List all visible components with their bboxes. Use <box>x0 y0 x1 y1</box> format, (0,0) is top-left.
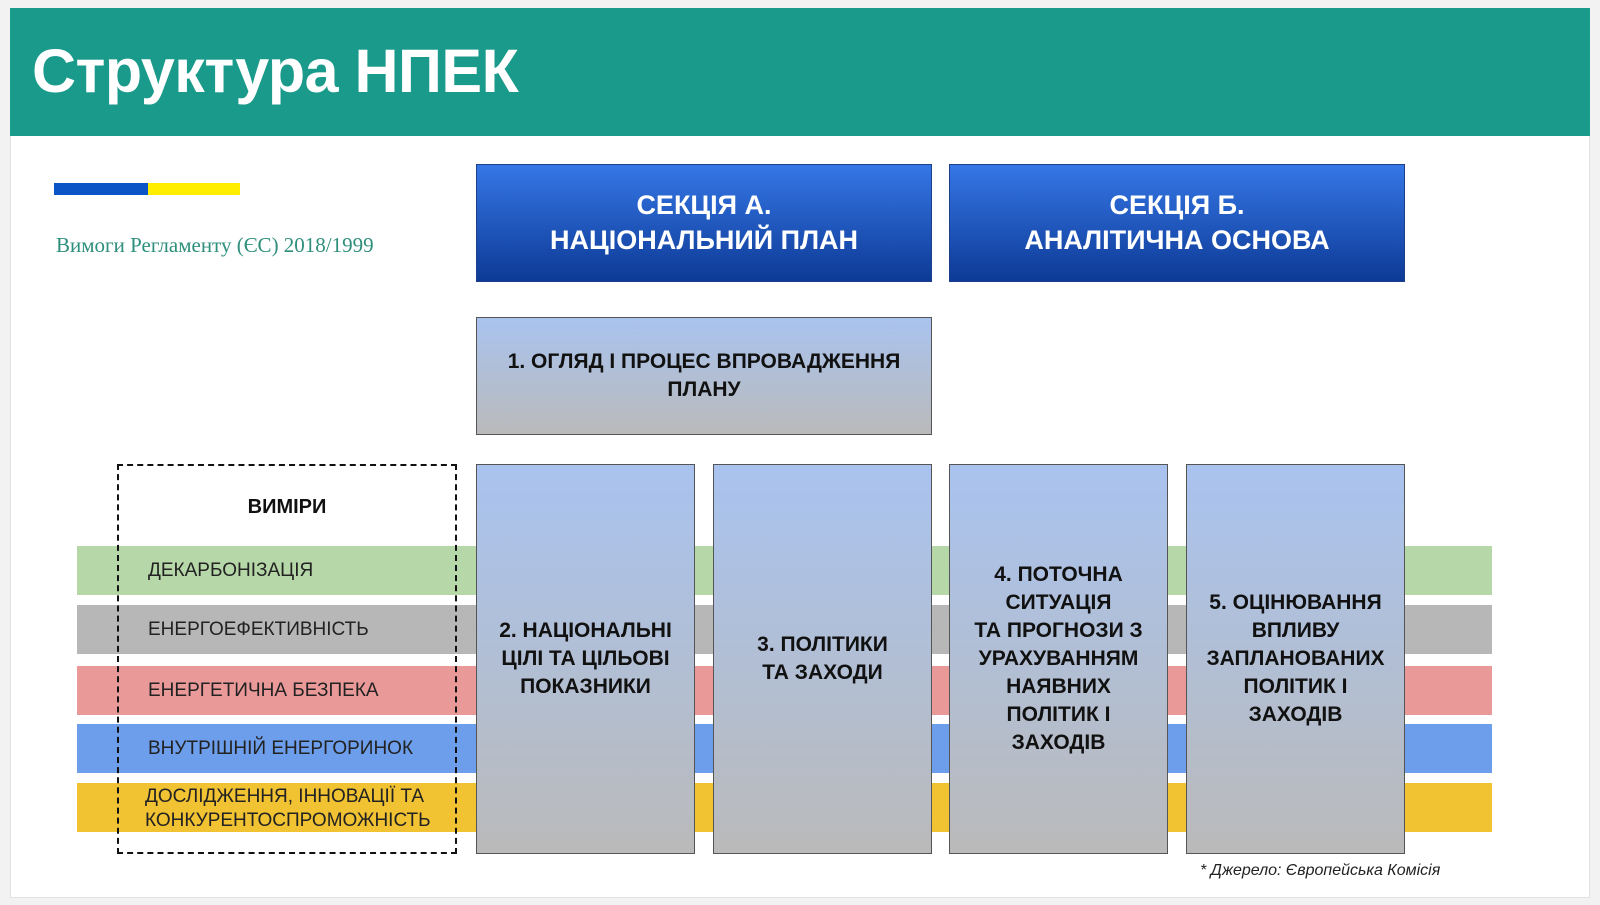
dimensions-title: ВИМІРИ <box>247 496 327 518</box>
block-4-line: УРАХУВАННЯМ <box>978 647 1139 670</box>
regulation-subtitle: Вимоги Регламенту (ЄС) 2018/1999 <box>56 233 374 257</box>
block-5-impact-assessment <box>1186 464 1405 854</box>
block-2-line: ЦІЛІ ТА ЦІЛЬОВІ <box>501 647 670 670</box>
block-4-line: ПОЛІТИК І <box>1006 703 1111 726</box>
block-1-line: ПЛАНУ <box>667 378 741 401</box>
page-title: Структура НПЕК <box>32 37 519 105</box>
dimension-label-energy-security: ЕНЕРГЕТИЧНА БЕЗПЕКА <box>148 680 379 701</box>
flag-yellow-stripe <box>148 183 240 195</box>
block-3-line: ТА ЗАХОДИ <box>762 661 883 684</box>
block-4-line: ЗАХОДІВ <box>1011 731 1106 754</box>
block-1-overview <box>476 317 932 435</box>
block-4-line: 4. ПОТОЧНА <box>994 563 1123 586</box>
block-2-line: 2. НАЦІОНАЛЬНІ <box>499 619 672 642</box>
section-a <box>476 164 932 282</box>
flag-blue-stripe <box>54 183 148 195</box>
block-3-line: 3. ПОЛІТИКИ <box>757 633 888 656</box>
section-b-line1: СЕКЦІЯ Б. <box>1109 190 1245 220</box>
block-5-line: ВПЛИВУ <box>1251 619 1340 642</box>
block-1-line: 1. ОГЛЯД І ПРОЦЕС ВПРОВАДЖЕННЯ <box>507 350 901 373</box>
dimension-label-decarbonization: ДЕКАРБОНІЗАЦІЯ <box>148 560 314 581</box>
dimension-label-research-line1: ДОСЛІДЖЕННЯ, ІННОВАЦІЇ ТА <box>145 786 425 807</box>
block-4-line: НАЯВНИХ <box>1006 675 1111 698</box>
block-5-line: ЗАПЛАНОВАНИХ <box>1206 647 1385 670</box>
block-2-targets <box>476 464 695 854</box>
section-a-line2: НАЦІОНАЛЬНИЙ ПЛАН <box>549 225 859 255</box>
block-4-current-situation <box>949 464 1168 854</box>
block-5-line: ПОЛІТИК І <box>1243 675 1348 698</box>
block-3-policies <box>713 464 932 854</box>
block-2-line: ПОКАЗНИКИ <box>520 675 651 698</box>
dimension-label-internal-market: ВНУТРІШНІЙ ЕНЕРГОРИНОК <box>148 738 414 759</box>
section-b-line2: АНАЛІТИЧНА ОСНОВА <box>1024 225 1330 255</box>
section-a-line1: СЕКЦІЯ А. <box>636 190 772 220</box>
source-note: * Джерело: Європейська Комісія <box>1200 862 1441 879</box>
block-4-line: ТА ПРОГНОЗИ З <box>974 619 1143 642</box>
dimension-label-energy-efficiency: ЕНЕРГОЕФЕКТИВНІСТЬ <box>148 619 369 640</box>
block-5-line: ЗАХОДІВ <box>1248 703 1343 726</box>
block-5-line: 5. ОЦІНЮВАННЯ <box>1209 591 1382 614</box>
block-4-line: СИТУАЦІЯ <box>1005 591 1112 614</box>
dimension-label-research-line2: КОНКУРЕНТОСПРОМОЖНІСТЬ <box>145 810 431 831</box>
section-b <box>949 164 1405 282</box>
